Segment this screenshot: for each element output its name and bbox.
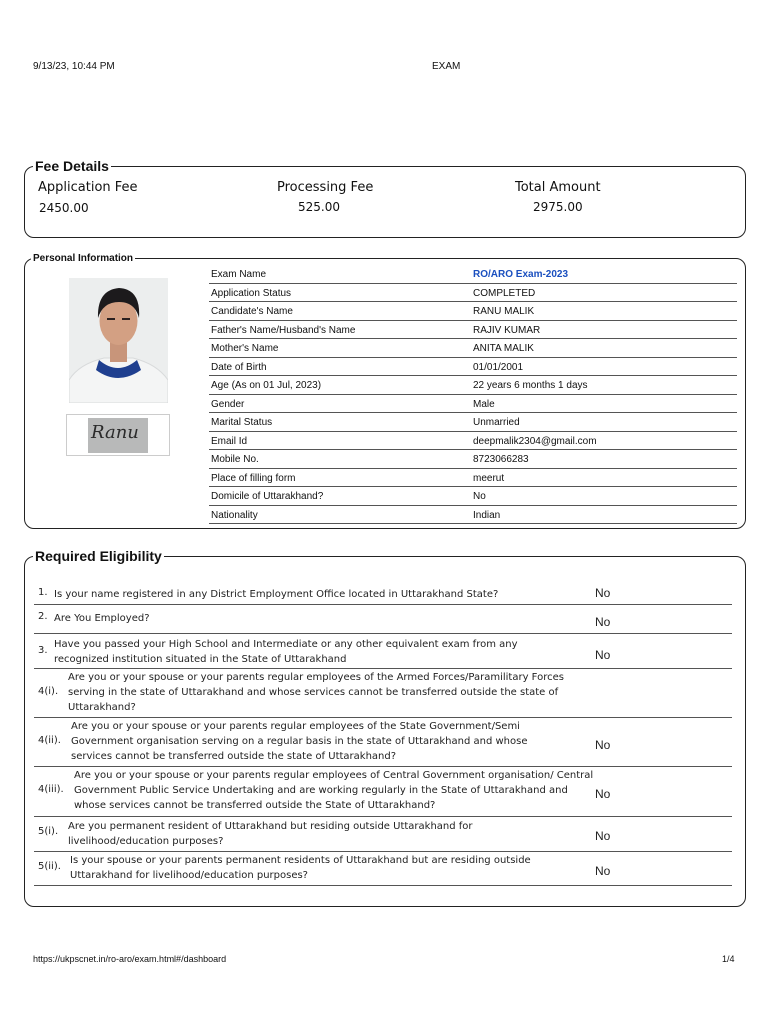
question-text: Is your spouse or your parents permanent residents of Uttarakhand but are residing outside Uttarakhand for livelihood/education purposes? — [70, 855, 531, 881]
personal-info-label: Domicile of Uttarakhand? — [211, 491, 324, 502]
question-answer: No — [595, 829, 611, 843]
personal-info-label: Place of filling form — [211, 472, 296, 484]
signature-image — [88, 418, 148, 453]
personal-info-value: Unmarried — [473, 417, 520, 428]
personal-info-label: Application Status — [211, 287, 292, 299]
print-datetime: 9/13/23, 10:44 PM — [33, 61, 115, 72]
personal-info-row — [209, 432, 737, 451]
question-number: 5(i). — [38, 826, 59, 837]
page-number: 1/4 — [722, 954, 735, 964]
personal-info-label: Gender — [211, 398, 245, 410]
fee-details-legend: Fee Details — [35, 158, 109, 174]
eligibility-question-row — [34, 583, 732, 605]
required-eligibility-legend: Required Eligibility — [35, 548, 162, 564]
personal-info-label: Candidate's Name — [211, 306, 293, 317]
question-number: 4(i). — [38, 686, 59, 697]
personal-info-value: RANU MALIK — [473, 306, 535, 317]
eligibility-question-row — [34, 634, 732, 669]
personal-info-value: ANITA MALIK — [473, 343, 534, 354]
question-number: 1. — [38, 587, 48, 598]
question-number: 5(ii). — [38, 861, 61, 872]
processing-fee-label: Processing Fee — [277, 180, 374, 195]
personal-info-label: Nationality — [211, 509, 258, 521]
question-text: Are you permanent resident of Uttarakhand but residing outside Uttarakhand for livelihood/education purposes? — [68, 821, 473, 847]
exam-name-value: RO/ARO Exam-2023 — [473, 269, 569, 280]
question-answer: No — [595, 615, 611, 629]
personal-info-row — [209, 284, 737, 303]
fee-details-box — [24, 158, 746, 238]
question-text: Are you or your spouse or your parents regular employees of Central Government organisation/ Central Government Public Service Undertaking and are working regularly in the State of Uttarakhand and whose services cannot be transferred outside the State of Uttarakhand? — [74, 770, 594, 811]
personal-info-label: Exam Name — [211, 269, 267, 280]
eligibility-question-row — [34, 817, 732, 852]
personal-info-row — [209, 302, 737, 321]
question-answer: No — [595, 648, 611, 662]
candidate-photo — [69, 278, 168, 403]
question-number: 4(ii). — [38, 735, 61, 746]
print-title: EXAM — [432, 61, 461, 72]
eligibility-question-row — [34, 852, 732, 886]
application-fee-value: 2450.00 — [39, 201, 89, 215]
question-answer: No — [595, 864, 611, 878]
question-text: Are you or your spouse or your parents regular employees of the Armed Forces/Paramilitary Forces serving in the state of Uttarakhand and whose services cannot be transferred outside the state of Uttarakhand? — [68, 672, 564, 713]
personal-info-value: RAJIV KUMAR — [473, 324, 541, 336]
question-text: Is your name registered in any District Employment Office located in Uttarakhand State? — [54, 589, 499, 600]
personal-info-label: Mobile No. — [211, 454, 259, 465]
question-number: 3. — [38, 645, 48, 656]
personal-info-row — [209, 506, 737, 525]
personal-info-row — [209, 469, 737, 488]
personal-info-label: Date of Birth — [211, 361, 267, 373]
page-url: https://ukpscnet.in/ro-aro/exam.html#/dashboard — [33, 954, 227, 964]
personal-info-value: Male — [473, 398, 495, 410]
question-answer: No — [595, 738, 611, 752]
personal-info-row — [209, 450, 737, 469]
total-amount-value: 2975.00 — [533, 200, 583, 214]
personal-info-row — [209, 358, 737, 377]
personal-info-label: Email Id — [211, 435, 248, 447]
question-answer: No — [595, 787, 611, 801]
personal-info-value: 8723066283 — [473, 454, 529, 465]
personal-info-row — [209, 413, 737, 432]
question-text: Have you passed your High School and Intermediate or any other equivalent exam from any recognized institution situated in the State of Uttarakhand — [54, 639, 518, 665]
personal-info-legend: Personal Information — [33, 253, 134, 264]
personal-info-row — [209, 376, 737, 395]
personal-info-value: COMPLETED — [473, 287, 536, 299]
personal-info-row — [209, 339, 737, 358]
personal-info-value: deepmalik2304@gmail.com — [473, 435, 597, 447]
total-amount-label: Total Amount — [515, 180, 601, 195]
processing-fee-value: 525.00 — [298, 200, 340, 214]
personal-info-value: 01/01/2001 — [473, 361, 524, 373]
personal-info-value: Indian — [473, 509, 501, 521]
question-text: Are you or your spouse or your parents regular employees of the State Government/Semi Government organisation serving on a regular basis in the state of Uttarakhand and whose services cannot be transferred outside the state of Uttarakhand? — [71, 721, 528, 762]
personal-info-row — [209, 265, 737, 284]
signature-text: Ranu — [91, 422, 139, 443]
personal-info-row — [209, 321, 737, 340]
signature-frame — [66, 414, 170, 456]
eligibility-question-row — [34, 669, 732, 718]
personal-info-value: 22 years 6 months 1 days — [473, 380, 588, 391]
personal-info-label: Father's Name/Husband's Name — [211, 324, 356, 336]
eligibility-question-row — [34, 767, 732, 817]
eligibility-question-row — [34, 718, 732, 767]
personal-info-label: Age (As on 01 Jul, 2023) — [211, 380, 322, 391]
question-answer: No — [595, 586, 611, 600]
personal-info-label: Marital Status — [211, 417, 273, 428]
question-number: 4(iii). — [38, 784, 64, 795]
application-fee-label: Application Fee — [38, 180, 138, 195]
personal-info-row — [209, 487, 737, 506]
question-text: Are You Employed? — [54, 613, 150, 624]
personal-info-value: meerut — [473, 472, 505, 484]
personal-info-row — [209, 395, 737, 414]
question-number: 2. — [38, 611, 48, 622]
personal-info-label: Mother's Name — [211, 343, 279, 354]
personal-info-value: No — [473, 491, 486, 502]
eligibility-question-row — [34, 605, 732, 634]
